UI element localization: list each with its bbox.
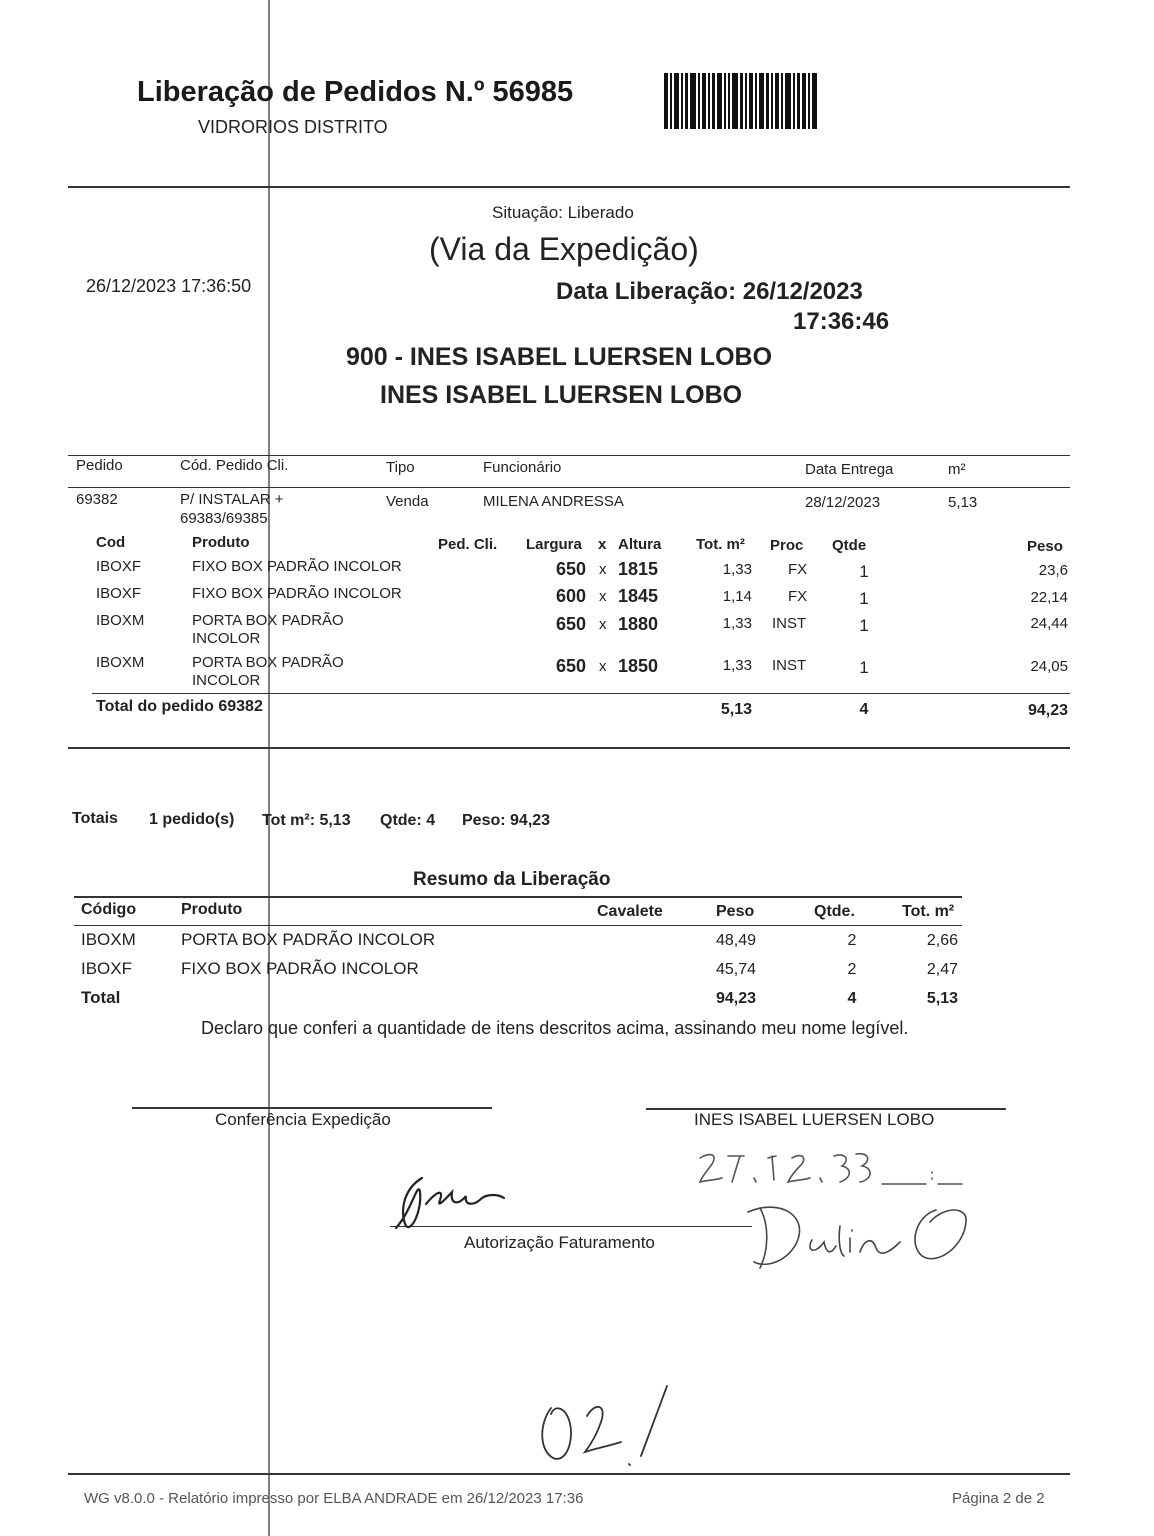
summary-top-line [74,896,962,898]
summary-produto: FIXO BOX PADRÃO INCOLOR [181,959,419,978]
handwritten-signature-right [740,1196,980,1276]
item-largura: 650 [556,656,587,676]
order-data-entrega: 28/12/2023 [805,494,881,511]
summary-total-qtde: 4 [847,990,857,1007]
item-produto: FIXO BOX PADRÃO INCOLOR [192,558,402,575]
summary-tot-m2: 2,47 [926,961,958,978]
order-tipo: Venda [386,493,429,510]
item-x: x [599,616,607,633]
item-header-proc: Proc [770,537,804,554]
item-header-tot-m2: Tot. m² [696,536,745,553]
item-altura: 1850 [618,656,659,676]
item-cod: IBOXM [96,654,145,671]
item-header-cod: Cod [96,534,126,551]
item-tot-m2: 1,33 [722,657,752,674]
order-funcionario: MILENA ANDRESSA [483,493,624,510]
item-peso: 24,05 [1030,658,1068,675]
signature-label-expedicao: Conferência Expedição [215,1110,391,1129]
order-total-m2: 5,13 [720,701,752,718]
summary-peso: 48,49 [715,932,756,949]
totals-tot-m2: Tot m²: 5,13 [262,812,351,829]
item-produto-line2: INCOLOR [192,672,261,689]
item-largura: 650 [556,614,587,634]
handwritten-note [535,1380,685,1470]
summary-total-tot-m2: 5,13 [926,990,958,1007]
summary-header-tot-m2: Tot. m² [902,903,955,920]
summary-codigo: IBOXM [81,930,136,949]
summary-header-line [74,925,962,926]
order-total-qtde: 4 [859,701,869,718]
footer-line [68,1473,1070,1475]
summary-peso: 45,74 [715,961,756,978]
summary-header-cavalete: Cavalete [597,903,663,920]
item-qtde: 1 [859,658,869,677]
item-proc: FX [788,588,808,605]
summary-produto: PORTA BOX PADRÃO INCOLOR [181,930,436,949]
totals-label: Totais [72,810,118,827]
summary-qtde: 2 [847,961,857,978]
col-header-tipo: Tipo [386,459,415,476]
item-proc: INST [772,657,807,674]
release-time: 17:36:46 [793,308,890,335]
order-total-line [92,693,1070,694]
release-date: Data Liberação: 26/12/2023 [556,278,863,305]
item-header-produto: Produto [192,534,250,551]
status-text: Situação: Liberado [492,203,634,222]
item-proc: INST [772,615,807,632]
declaration-text: Declaro que conferi a quantidade de itens descritos acima, assinando meu nome legível. [201,1018,909,1038]
summary-header-peso: Peso [716,903,755,920]
summary-total-label: Total [81,988,121,1007]
barcode-icon [664,73,842,129]
item-header-peso: Peso [1027,538,1063,555]
summary-tot-m2: 2,66 [926,932,958,949]
totals-peso: Peso: 94,23 [462,812,551,829]
totals-pedidos: 1 pedido(s) [149,811,235,828]
footer-report-info: WG v8.0.0 - Relatório impresso por ELBA ANDRADE em 26/12/2023 17:36 [84,1490,584,1507]
order-total-peso: 94,23 [1027,702,1068,719]
summary-header-qtde: Qtde. [814,903,855,920]
item-x: x [599,561,607,578]
item-produto-line2: INCOLOR [192,630,261,647]
item-peso: 23,6 [1038,562,1068,579]
item-produto: PORTA BOX PADRÃO [192,654,344,671]
item-qtde: 1 [859,562,869,581]
signature-label-faturamento: Autorização Faturamento [464,1233,655,1252]
client-name: INES ISABEL LUERSEN LOBO [380,381,743,409]
col-header-funcionario: Funcionário [483,459,562,476]
order-m2: 5,13 [948,494,978,511]
item-altura: 1880 [618,614,659,634]
item-altura: 1815 [618,559,659,579]
item-tot-m2: 1,33 [722,615,752,632]
printed-datetime: 26/12/2023 17:36:50 [86,276,252,296]
item-qtde: 1 [859,589,869,608]
item-produto: PORTA BOX PADRÃO [192,612,344,629]
document-title: Liberação de Pedidos N.º 56985 [137,76,574,108]
signature-label-client: INES ISABEL LUERSEN LOBO [694,1110,935,1129]
item-header-ped-cli: Ped. Cli. [438,536,498,553]
col-header-data-entrega: Data Entrega [805,461,894,478]
item-cod: IBOXF [96,558,142,575]
item-header-largura: Largura [526,536,582,553]
header-divider [68,186,1070,188]
item-peso: 22,14 [1030,589,1068,606]
item-proc: FX [788,561,808,578]
order-pedido: 69382 [76,491,118,508]
order-header-line [68,487,1070,488]
totals-qtde: Qtde: 4 [380,812,436,829]
summary-codigo: IBOXF [81,959,133,978]
order-table-top-line [68,455,1070,456]
company-name: VIDRORIOS DISTRITO [198,117,388,137]
item-header-altura: Altura [618,536,662,553]
item-header-x: x [598,536,607,553]
item-qtde: 1 [859,616,869,635]
item-altura: 1845 [618,586,659,606]
item-tot-m2: 1,14 [722,588,752,605]
order-table-bottom-line [68,747,1070,749]
client-code-name: 900 - INES ISABEL LUERSEN LOBO [346,343,773,371]
col-header-pedido: Pedido [76,457,123,474]
summary-qtde: 2 [847,932,857,949]
item-x: x [599,588,607,605]
order-cod-cli-line2: 69383/69385 [180,510,268,527]
col-header-cod-pedido-cli: Cód. Pedido Cli. [180,457,289,474]
item-tot-m2: 1,33 [722,561,752,578]
summary-header-produto: Produto [181,901,243,918]
item-x: x [599,658,607,675]
item-cod: IBOXM [96,612,145,629]
summary-title: Resumo da Liberação [413,869,611,890]
item-cod: IBOXF [96,585,142,602]
item-produto: FIXO BOX PADRÃO INCOLOR [192,585,402,602]
col-header-m2: m² [948,461,966,478]
item-largura: 600 [556,586,587,606]
scan-fold-line [268,0,270,1536]
signature-line-expedicao [132,1107,492,1109]
handwritten-date [696,1148,966,1192]
summary-header-codigo: Código [81,901,137,918]
order-total-label: Total do pedido 69382 [96,698,263,715]
item-largura: 650 [556,559,587,579]
summary-total-peso: 94,23 [715,990,756,1007]
handwritten-signature-left [392,1170,522,1236]
order-cod-cli-line1: P/ INSTALAR + [180,491,284,508]
item-peso: 24,44 [1030,615,1068,632]
item-header-qtde: Qtde [832,537,867,554]
copy-label: (Via da Expedição) [429,231,699,267]
footer-page-number: Página 2 de 2 [952,1490,1045,1507]
